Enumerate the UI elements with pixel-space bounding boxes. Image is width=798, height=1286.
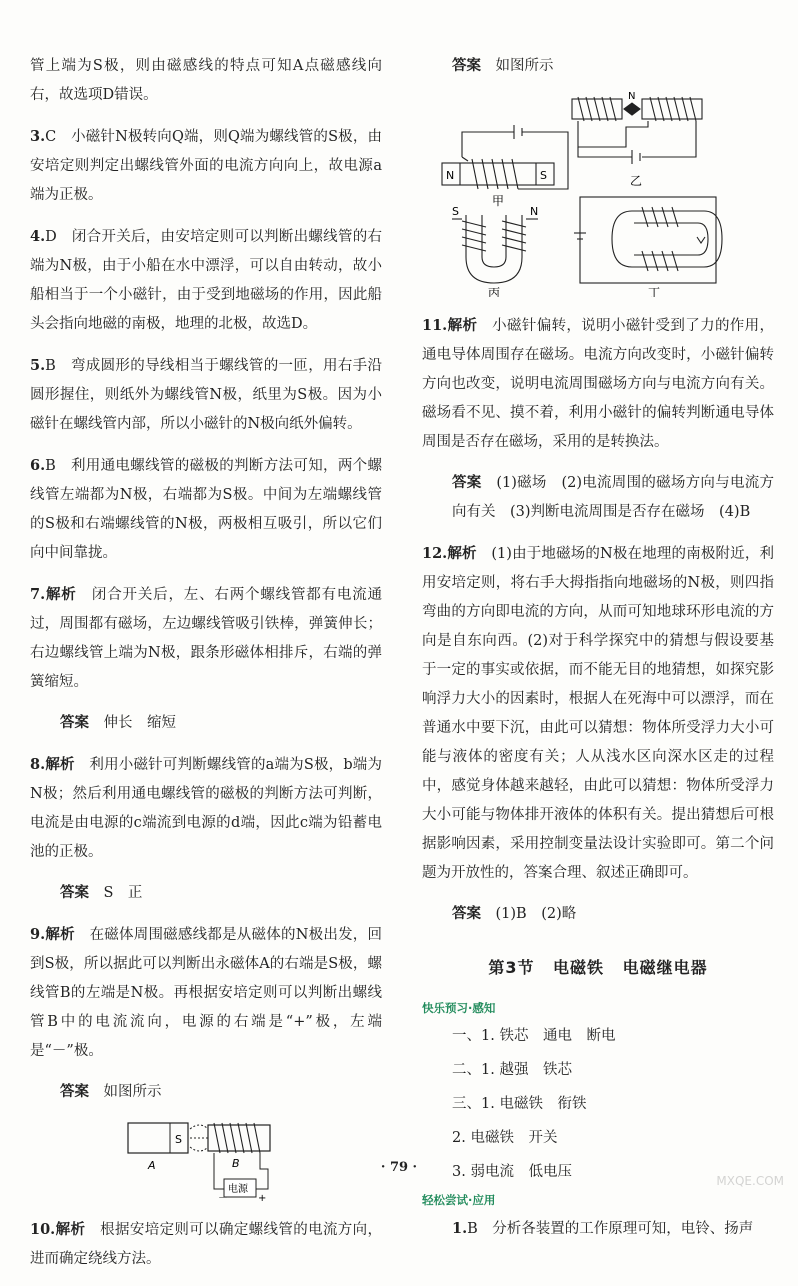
field-line-bottom bbox=[190, 1147, 208, 1151]
left-column bbox=[30, 52, 382, 1286]
q6-number: 6. bbox=[30, 457, 46, 474]
q4-number: 4. bbox=[30, 228, 46, 245]
watermark: MXQE.COM bbox=[716, 1174, 784, 1188]
section-number: 第3节 bbox=[488, 958, 535, 977]
field-line-top bbox=[190, 1125, 208, 1129]
q9-label: 解析 bbox=[45, 927, 75, 943]
q12-number: 12. bbox=[422, 545, 448, 562]
jia-s: S bbox=[540, 169, 547, 182]
page-number: · 79 · bbox=[380, 1160, 418, 1175]
q9-answer-label: 答案 bbox=[60, 1084, 89, 1100]
q9-answer bbox=[30, 1078, 382, 1107]
q12-answer bbox=[422, 900, 774, 929]
power-source-label: 电源 bbox=[228, 1184, 248, 1195]
q10-number: 10. bbox=[30, 1221, 56, 1238]
q7-answer-label: 答案 bbox=[60, 715, 89, 731]
q7-answer-text: 伸长 缩短 bbox=[103, 715, 176, 731]
try-q1-text: 分析各装置的工作原理可知，电铃、扬声 bbox=[492, 1221, 754, 1237]
yi-n: N bbox=[628, 91, 636, 102]
preview-item-4: 2. 电磁铁 开关 bbox=[452, 1130, 558, 1146]
q8-answer-label: 答案 bbox=[60, 885, 89, 901]
preview-item-5: 3. 弱电流 低电压 bbox=[452, 1164, 572, 1180]
solenoid-b-coils bbox=[214, 1123, 260, 1153]
right-column bbox=[422, 52, 774, 1256]
q11-number: 11. bbox=[422, 317, 448, 334]
preview-item-2: 二、1. 越强 铁芯 bbox=[452, 1062, 572, 1078]
diagram-ding bbox=[574, 197, 722, 283]
bing-s: S bbox=[452, 205, 459, 218]
q11-label: 解析 bbox=[447, 318, 478, 334]
bing-n: N bbox=[530, 205, 539, 218]
q9-answer-text: 如图所示 bbox=[103, 1084, 162, 1100]
q5-number: 5. bbox=[30, 357, 46, 374]
q10-diagrams-svg bbox=[422, 87, 774, 297]
q3-text: 小磁针N极转向Q端，则Q端为螺线管的S极，由安培定则判定出螺线管外面的电流方向向上，故电源a端为正极。 bbox=[30, 129, 382, 203]
q8-number: 8. bbox=[30, 756, 46, 773]
caption-jia: 甲 bbox=[492, 194, 505, 208]
section-title-part2: 电磁继电器 bbox=[622, 958, 708, 977]
caption-ding: 丁 bbox=[648, 286, 661, 297]
q10-label: 解析 bbox=[55, 1222, 86, 1238]
q9-solution bbox=[30, 920, 382, 1066]
q4-solution bbox=[30, 222, 382, 339]
q11-solution bbox=[422, 311, 774, 457]
jia-n: N bbox=[446, 169, 455, 182]
tag-preview: 快乐预习·感知 bbox=[422, 1001, 496, 1015]
q3-choice: C bbox=[45, 129, 57, 145]
tag-try: 轻松尝试·应用 bbox=[422, 1193, 496, 1207]
q12-answer-label: 答案 bbox=[452, 906, 481, 922]
q8-label: 解析 bbox=[45, 757, 75, 773]
q7-label: 解析 bbox=[45, 587, 77, 603]
section-title bbox=[422, 955, 774, 978]
q8-answer-text: S 正 bbox=[103, 885, 143, 901]
diagram-yi bbox=[572, 97, 702, 164]
preview-item-1: 一、1. 铁芯 通电 断电 bbox=[452, 1028, 616, 1044]
q7-text: 闭合开关后，左、右两个螺线管都有电流通过，周围都有磁场，左边螺线管吸引铁棒，弹簧伸长；右边螺线管上端为N极，跟条形磁体相排斥，右端的弹簧缩短。 bbox=[30, 587, 383, 690]
q9-label-b: B bbox=[232, 1157, 240, 1170]
q10-answer bbox=[422, 52, 774, 81]
q4-text: 闭合开关后，由安培定则可以判断出螺线管的右端为N极，由于小船在水中漂浮，可以自由转动，故小船相当于一个小磁针，由于受到地磁场的作用，因此船头会指向地磁的南极，地理的北极，故选D。 bbox=[30, 229, 383, 332]
q10-answer-text: 如图所示 bbox=[495, 58, 554, 74]
q9-number: 9. bbox=[30, 926, 46, 943]
section-title-part1: 电磁铁 bbox=[553, 958, 605, 977]
q7-solution bbox=[30, 580, 382, 697]
q7-number: 7. bbox=[30, 586, 46, 603]
q9-label-a: A bbox=[148, 1159, 156, 1172]
diagram-bing bbox=[452, 215, 538, 283]
q9-label-s: S bbox=[175, 1133, 182, 1146]
try-q1-choice: B bbox=[467, 1221, 478, 1237]
q12-answer-text: (1)B (2)略 bbox=[495, 906, 577, 922]
q11-answer bbox=[422, 469, 774, 527]
q6-choice: B bbox=[45, 458, 56, 474]
try-q1-number: 1. bbox=[452, 1220, 468, 1237]
q6-solution bbox=[30, 451, 382, 568]
caption-bing: 丙 bbox=[488, 286, 501, 297]
q3-solution bbox=[30, 122, 382, 210]
q9-text: 在磁体周围磁感线都是从磁体的N极出发，回到S极，所以据此可以判断出永磁体A的右端是S极，螺线管B的左端是N极。再根据安培定则可以判断出螺线管B中的电流流向，电源的右端是“+”极，左端是“－”极。 bbox=[30, 927, 383, 1059]
q10-text: 根据安培定则可以确定螺线管的电流方向，进而确定绕线方法。 bbox=[30, 1222, 383, 1267]
diagram-jia bbox=[442, 125, 568, 189]
q2-tail: 管上端为S极，则由磁感线的特点可知A点磁感线向右，故选项D错误。 bbox=[30, 58, 382, 103]
q10-solution bbox=[30, 1215, 382, 1274]
q7-answer bbox=[30, 709, 382, 738]
q8-text: 利用小磁针可判断螺线管的a端为S极，b端为N极；然后利用通电螺线管的磁极的判断方法可判断，电流是由电源的c端流到电源的d端，因此c端为铅蓄电池的正极。 bbox=[30, 757, 382, 860]
preview-item-3: 三、1. 电磁铁 衔铁 bbox=[452, 1096, 587, 1112]
q8-solution bbox=[30, 750, 382, 867]
q12-solution bbox=[422, 539, 774, 888]
try-q1 bbox=[422, 1214, 774, 1244]
q10-answer-label: 答案 bbox=[452, 58, 481, 74]
q12-label: 解析 bbox=[447, 546, 477, 562]
q10-diagrams bbox=[422, 87, 774, 301]
q5-text: 弯成圆形的导线相当于螺线管的一匝，用右手沿圆形握住，则纸外为螺线管N极，纸里为S极。因为小磁针在螺线管内部，所以小磁针的N极向纸外偏转。 bbox=[30, 358, 382, 432]
q11-text: 小磁针偏转，说明小磁针受到了力的作用，通电导体周围存在磁场。电流方向改变时，小磁针偏转方向也改变，说明电流周围磁场方向与电流方向有关。磁场看不见、摸不着，利用小磁针的偏转判断通电导体周围是否存在磁场，采用的是转换法。 bbox=[422, 318, 775, 450]
q12-text: (1)由于地磁场的N极在地理的南极附近，利用安培定则，将右手大拇指指向地磁场的N极，则四指弯曲的方向即电流的方向，从而可知地球环形电流的方向是自东向西。(2)对于科学探究中的猜想与假设要基于一定的事实或依据，而不能无目的地猜想，如探究影响浮力大小的因素时，根据人在死海中可以漂浮，而在普通水中要下沉，由此可以猜想：物体所受浮力大小可能与液体的密度有关；人从浅水区向深水区走的过程中，感觉身体越来越轻，由此可以猜想：物体所受浮力大小可能与物体排开液体的体积有关。提出猜想后可根据影响因素，采用控制变量法设计实验即可。第二个问题为开放性的，答案合理、叙述正确即可。 bbox=[422, 546, 775, 881]
q5-solution bbox=[30, 351, 382, 439]
q9-minus-sign: － bbox=[218, 1193, 228, 1201]
caption-yi: 乙 bbox=[630, 174, 643, 188]
q4-choice: D bbox=[45, 229, 57, 245]
q8-answer bbox=[30, 879, 382, 908]
q11-answer-label: 答案 bbox=[452, 475, 482, 491]
q6-text: 利用通电螺线管的磁极的判断方法可知，两个螺线管左端都为N极，右端都为S极。中间为左端螺线管的S极和右端螺线管的N极，两极相互吸引，所以它们向中间靠拢。 bbox=[30, 458, 382, 561]
q3-number: 3. bbox=[30, 128, 46, 145]
q5-choice: B bbox=[45, 358, 56, 374]
q9-plus-sign: + bbox=[258, 1193, 267, 1201]
q11-answer-text: (1)磁场 (2)电流周围的磁场方向与电流方向有关 (3)判断电流周围是否存在磁场 (4)B bbox=[452, 475, 775, 520]
